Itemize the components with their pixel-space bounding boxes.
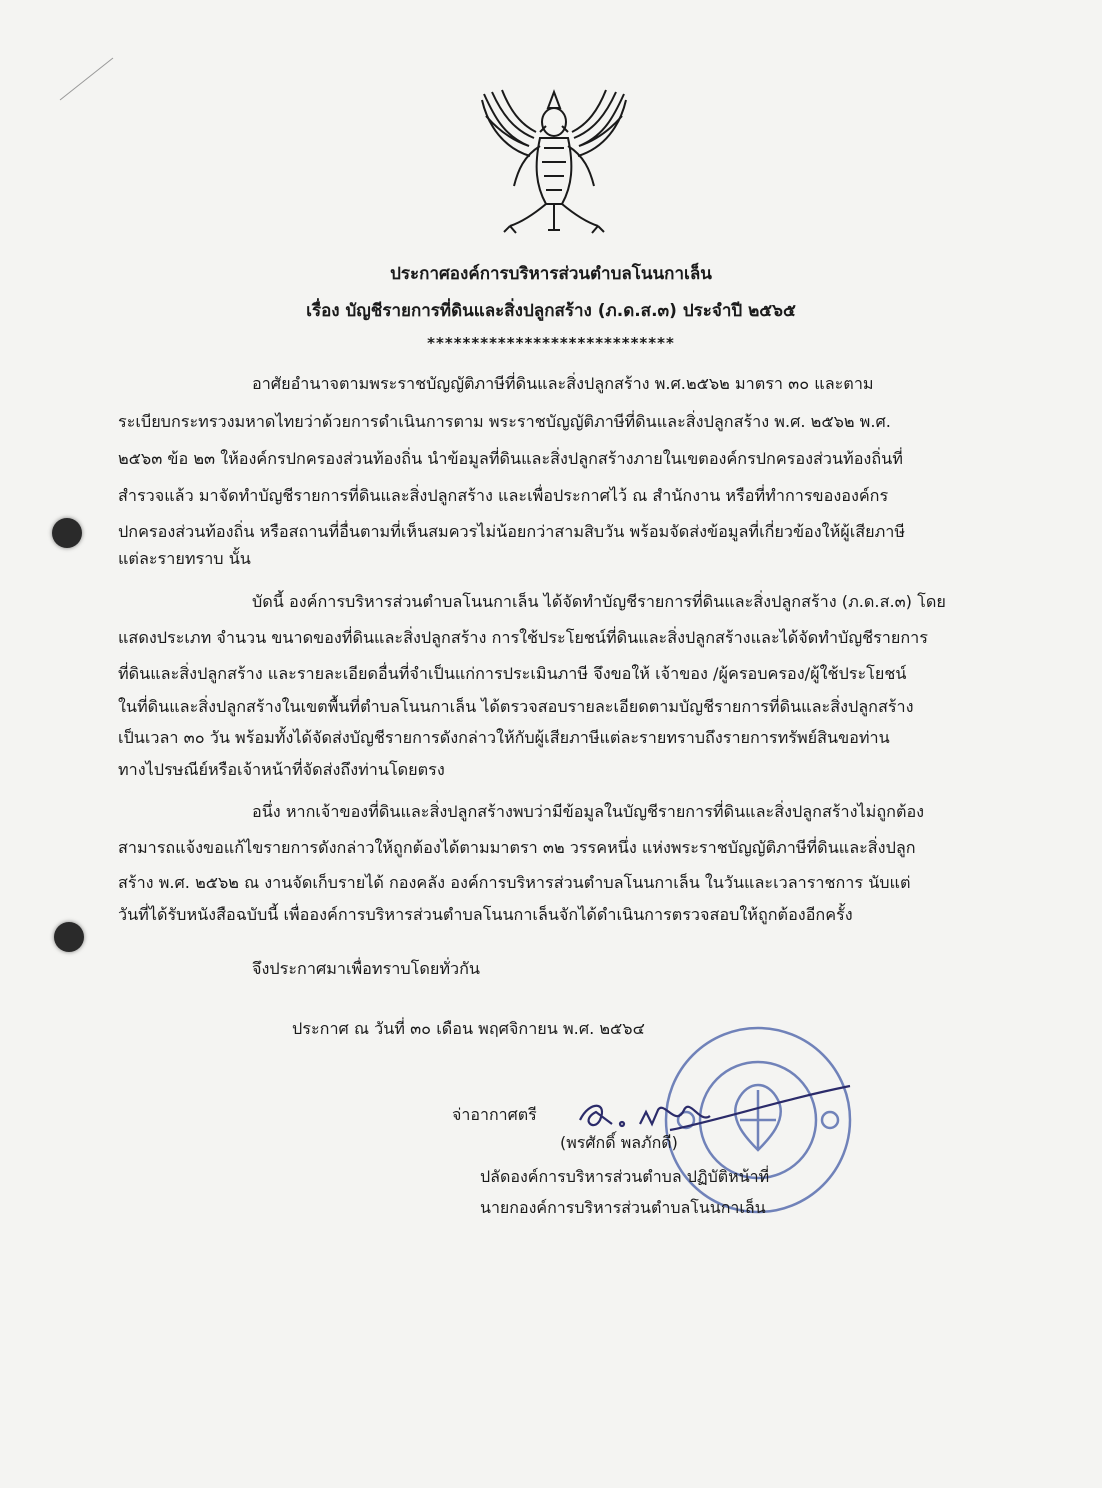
paragraph-2-line: บัดนี้ องค์การบริหารส่วนตำบลโนนกาเล็น ได้จัดทำบัญชีรายการที่ดินและสิ่งปลูกสร้าง (ภ.ด.ส.๓) โดย <box>252 592 946 611</box>
paragraph-1-line: แต่ละรายทราบ นั้น <box>118 549 251 568</box>
paragraph-1-line: อาศัยอำนาจตามพระราชบัญญัติภาษีที่ดินและสิ่งปลูกสร้าง พ.ศ.๒๕๖๒ มาตรา ๓๐ และตาม <box>252 374 874 393</box>
punch-hole-top <box>52 518 82 548</box>
paragraph-2-line: เป็นเวลา ๓๐ วัน พร้อมทั้งได้จัดส่งบัญชีรายการดังกล่าวให้กับผู้เสียภาษีแต่ละรายทราบถึงรายการทรัพย์สินขอท่าน <box>118 728 890 747</box>
signatory-name: (พรศักดิ์ พลภักดี) <box>560 1133 678 1152</box>
paragraph-2-line: ในที่ดินและสิ่งปลูกสร้างในเขตพื้นที่ตำบลโนนกาเล็น ได้ตรวจสอบรายละเอียดตามบัญชีรายการที่ดินและสิ่งปลูกสร้าง <box>118 697 914 716</box>
garuda-emblem-icon <box>474 86 634 236</box>
announcement-subject: เรื่อง บัญชีรายการที่ดินและสิ่งปลูกสร้าง (ภ.ด.ส.๓) ประจำปี ๒๕๖๕ <box>306 301 796 321</box>
paragraph-2-line: แสดงประเภท จำนวน ขนาดของที่ดินและสิ่งปลูกสร้าง การใช้ประโยชน์ที่ดินและสิ่งปลูกสร้างและได้จัดทำบัญชีรายการ <box>118 628 928 647</box>
signatory-position-1: ปลัดองค์การบริหารส่วนตำบล ปฏิบัติหน้าที่ <box>480 1167 770 1186</box>
paragraph-1-line: ปกครองส่วนท้องถิ่น หรือสถานที่อื่นตามที่เห็นสมควรไม่น้อยกว่าสามสิบวัน พร้อมจัดส่งข้อมูลที่เกี่ยวข้องให้ผู้เสียภาษี <box>118 522 906 541</box>
paragraph-3-line: วันที่ได้รับหนังสือฉบับนี้ เพื่อองค์การบริหารส่วนตำบลโนนกาเล็นจักได้ดำเนินการตรวจสอบให้ถูกต้องอีกครั้ง <box>118 905 853 924</box>
announce-closing: จึงประกาศมาเพื่อทราบโดยทั่วกัน <box>252 959 480 978</box>
punch-hole-bottom <box>54 922 84 952</box>
announce-date: ประกาศ ณ วันที่ ๓๐ เดือน พฤศจิกายน พ.ศ. ๒๕๖๔ <box>292 1019 645 1038</box>
paragraph-1-line: สำรวจแล้ว มาจัดทำบัญชีรายการที่ดินและสิ่งปลูกสร้าง และเพื่อประกาศไว้ ณ สำนักงาน หรือที่ทำการขององค์กร <box>118 486 889 505</box>
signatory-position-2: นายกองค์การบริหารส่วนตำบลโนนกาเล็น <box>480 1198 766 1217</box>
paragraph-1-line: ๒๕๖๓ ข้อ ๒๓ ให้องค์กรปกครองส่วนท้องถิ่น นำข้อมูลที่ดินและสิ่งปลูกสร้างภายในเขตองค์กรปกครองส่วนท้องถิ่นที่ <box>118 449 903 468</box>
paragraph-2-line: ทางไปรษณีย์หรือเจ้าหน้าที่จัดส่งถึงท่านโดยตรง <box>118 760 445 779</box>
fold-mark <box>58 54 118 104</box>
paragraph-3-line: สามารถแจ้งขอแก้ไขรายการดังกล่าวให้ถูกต้องได้ตามมาตรา ๓๒ วรรคหนึ่ง แห่งพระราชบัญญัติภาษีที่ดินและสิ่งปลูก <box>118 838 916 857</box>
announcement-title: ประกาศองค์การบริหารส่วนตำบลโนนกาเล็น <box>390 264 712 284</box>
paragraph-3-line: สร้าง พ.ศ. ๒๕๖๒ ณ งานจัดเก็บรายได้ กองคลัง องค์การบริหารส่วนตำบลโนนกาเล็น ในวันและเวลาราชการ นับแต่ <box>118 873 911 892</box>
paragraph-3-line: อนึ่ง หากเจ้าของที่ดินและสิ่งปลูกสร้างพบว่ามีข้อมูลในบัญชีรายการที่ดินและสิ่งปลูกสร้างไม่ถูกต้อง <box>252 802 925 821</box>
separator-line: **************************** <box>427 334 675 352</box>
signature-rank: จ่าอากาศตรี <box>452 1105 537 1124</box>
paragraph-1-line: ระเบียบกระทรวงมหาดไทยว่าด้วยการดำเนินการตาม พระราชบัญญัติภาษีที่ดินและสิ่งปลูกสร้าง พ.ศ. ๒๕๖๒ พ.ศ. <box>118 412 891 431</box>
paragraph-2-line: ที่ดินและสิ่งปลูกสร้าง และรายละเอียดอื่นที่จำเป็นแก่การประเมินภาษี จึงขอให้ เจ้าของ /ผู้ครอบครอง/ผู้ใช้ประโยชน์ <box>118 664 907 683</box>
